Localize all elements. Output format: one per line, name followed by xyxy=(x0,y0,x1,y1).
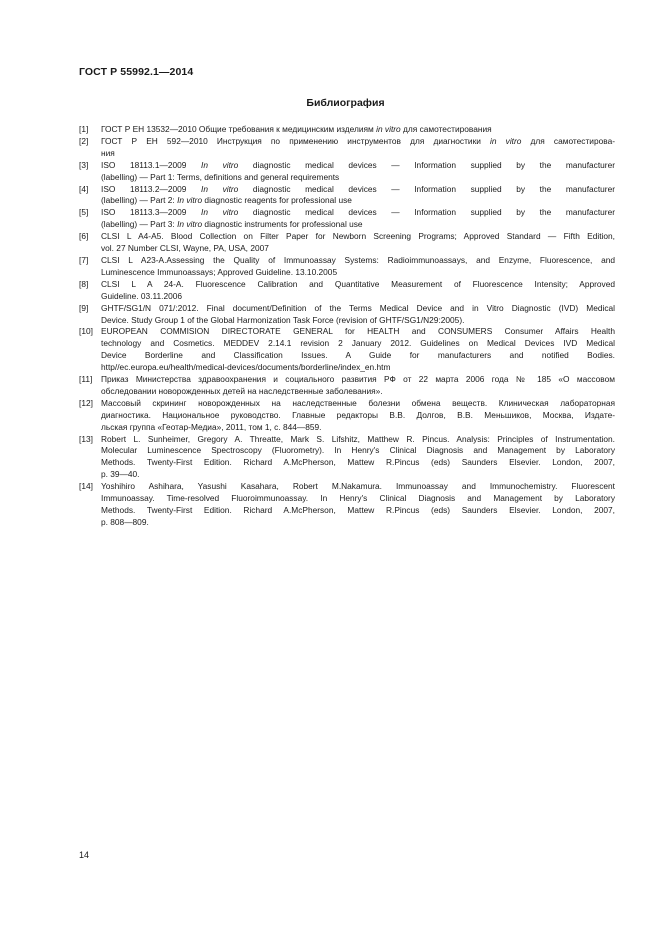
reference-text xyxy=(101,231,615,255)
reference-line xyxy=(101,267,615,279)
reference-text-run: diagnostic medical devices — Information supplied by the manufacturer xyxy=(238,159,615,170)
reference-text-run: Guideline. 03.11.2006 xyxy=(101,290,183,301)
reference-text xyxy=(101,136,615,160)
reference-text-run: Массовый скрининг новорожденных на наследственные болезни обмена веществ. Клиническая лабораторная xyxy=(101,397,615,408)
reference-text xyxy=(101,184,615,208)
reference-text-run: Device Borderline and Classification Issues. A Guide for manufacturers and notified Bodies. xyxy=(101,350,615,361)
reference-text-run: ГОСТ Р ЕН 13532—2010 Общие требования к медицинским изделиям xyxy=(101,124,377,134)
reference-number: [6] xyxy=(79,231,89,242)
italic-term: In vitro xyxy=(201,183,239,194)
reference-line xyxy=(101,326,615,338)
reference-line xyxy=(101,207,615,219)
reference-text-run: (labelling) — Part 2: xyxy=(101,195,178,206)
reference-line xyxy=(101,493,615,505)
reference-text-run: CLSI L A4-A5. Blood Collection on Filter Paper for Newborn Screening Programs; Approved Standard — Fifth Edition, xyxy=(101,231,615,242)
reference-text-run: Methods. Twenty-First Edition. Richard A.McPherson, Mattew R.Pincus (eds) Saunders Elsevier. London, 2007, xyxy=(101,505,615,515)
reference-line xyxy=(101,410,615,422)
reference-line xyxy=(101,481,615,493)
reference-line xyxy=(101,231,615,243)
reference-line xyxy=(101,517,615,529)
reference-text-run: для самотестирова- xyxy=(521,135,615,146)
reference-text-run: ния xyxy=(101,147,115,158)
reference-text-run: (labelling) — Part 1: Terms, definitions and general requirements xyxy=(101,171,340,182)
reference-text-run: ISO 18113.3—2009 xyxy=(101,207,202,218)
reference-text-run: diagnostic medical devices — Information supplied by the manufacturer xyxy=(238,183,615,194)
reference-number: [2] xyxy=(79,135,89,146)
italic-term: in vitro xyxy=(490,135,522,146)
reference-item xyxy=(79,184,615,208)
reference-line xyxy=(101,505,615,517)
reference-text xyxy=(101,279,615,303)
reference-line xyxy=(101,469,615,481)
reference-number: [14] xyxy=(79,481,93,492)
reference-list xyxy=(79,124,615,529)
italic-term: In vitro xyxy=(177,195,203,206)
reference-number: [4] xyxy=(79,183,89,194)
reference-number: [3] xyxy=(79,159,89,170)
reference-text xyxy=(101,326,615,374)
reference-text-run: Robert L. Sunheimer, Gregory A. Threatte, Mark S. Lifshitz, Matthew R. Pincus. Analysis: Principles of Instrumentation. xyxy=(101,433,615,444)
bibliography-title: Библиография xyxy=(306,97,385,109)
reference-line xyxy=(101,434,615,446)
reference-number: [11] xyxy=(79,374,93,385)
page-number: 14 xyxy=(79,850,90,860)
reference-text-run: GHTF/SG1/N 071/:2012. Final document/Definition of the Terms Medical Device and in Vitro Diagnostic (IVD) Medical xyxy=(101,302,615,313)
reference-text-run: ISO 18113.2—2009 xyxy=(101,183,202,194)
reference-item xyxy=(79,481,615,529)
reference-number: [8] xyxy=(79,278,89,289)
reference-line xyxy=(101,350,615,362)
reference-line xyxy=(101,172,615,184)
reference-text-run: Molecular Luminescence Spectroscopy (Fluorometry). In Henry's Clinical Diagnosis and Management by Laboratory xyxy=(101,445,615,456)
reference-item xyxy=(79,374,615,398)
reference-text-run: льская группа «Геотар-Медиа», 2011, том 1, с. 844—859. xyxy=(101,421,322,432)
reference-line xyxy=(101,398,615,410)
reference-number: [13] xyxy=(79,433,93,444)
reference-text-run: (labelling) — Part 3: xyxy=(101,219,178,230)
reference-text xyxy=(101,207,615,231)
reference-text-run: Приказ Министерства здравоохранения и социального развития РФ от 22 марта 2006 года № 185 «О массовом xyxy=(101,374,615,385)
reference-item xyxy=(79,124,615,136)
reference-line xyxy=(101,184,615,196)
reference-text xyxy=(101,303,615,327)
reference-text-run: EUROPEAN COMMISION DIRECTORATE GENERAL for HEALTH and CONSUMERS Consumer Affairs Health xyxy=(101,326,615,337)
reference-number: [5] xyxy=(79,207,89,218)
reference-line xyxy=(101,255,615,267)
reference-line xyxy=(101,362,615,374)
reference-text xyxy=(101,160,615,184)
italic-term: In vitro xyxy=(201,159,239,170)
italic-term: in vitro xyxy=(376,124,401,134)
italic-term: In vitro xyxy=(177,219,203,230)
reference-text-run: Methods. Twenty-First Edition. Richard A.McPherson, Mattew R.Pincus (eds) Saunders Elsevier. London, 2007, xyxy=(101,457,615,468)
reference-text-run: диагностика. Национальное руководство. Главные редакторы В.В. Долгов, В.В. Меньшиков, Москва, Издате- xyxy=(101,409,615,420)
reference-text-run: Device. Study Group 1 of the Global Harmonization Task Force (revision of GHTF/SG1/N29:2005). xyxy=(101,314,465,325)
reference-number: [9] xyxy=(79,302,89,313)
reference-line xyxy=(101,160,615,172)
reference-line xyxy=(101,457,615,469)
reference-text-run: Immunoassay. Time-resolved Fluoroimmunoassay. In Henry's Clinical Diagnosis and Management by Laboratory xyxy=(101,493,615,504)
reference-text-run: p. 808—809. xyxy=(101,516,149,527)
reference-number: [10] xyxy=(79,326,93,337)
reference-line xyxy=(101,422,615,434)
reference-line xyxy=(101,445,615,457)
reference-text xyxy=(101,398,615,434)
reference-item xyxy=(79,326,615,374)
reference-line xyxy=(101,374,615,386)
reference-text xyxy=(101,434,615,482)
italic-term: In vitro xyxy=(201,207,239,218)
reference-text-run: ISO 18113.1—2009 xyxy=(101,159,202,170)
reference-line xyxy=(101,338,615,350)
reference-text xyxy=(101,374,615,398)
reference-text-run: diagnostic instruments for professional use xyxy=(202,219,363,230)
reference-text-run: http//ec.europa.eu/health/medical-devices/documents/borderline/index_en.htm xyxy=(101,362,391,373)
reference-line xyxy=(101,279,615,291)
reference-line xyxy=(101,315,615,327)
reference-text-run: обследовании новорожденных детей на наследственные заболевания». xyxy=(101,385,383,396)
reference-item xyxy=(79,398,615,434)
reference-item xyxy=(79,279,615,303)
reference-text-run: CLSI L A23-A.Assessing the Quality of Immunoassay Systems: Radioimmunoassays, and Enzyme, Fluorescence, and xyxy=(101,254,615,265)
reference-item xyxy=(79,303,615,327)
reference-text-run: p. 39—40. xyxy=(101,469,140,480)
reference-item xyxy=(79,136,615,160)
reference-number: [7] xyxy=(79,254,89,265)
reference-item xyxy=(79,434,615,482)
reference-text-run: vol. 27 Number CLSI, Wayne, PA, USA, 2007 xyxy=(101,243,269,254)
reference-text-run: technology and Cosmetics. MEDDEV 2.14.1 revision 2 January 2012. Guidelines on Medical Devices IVD Medical xyxy=(101,338,615,349)
reference-number: [1] xyxy=(79,124,89,134)
reference-text xyxy=(101,255,615,279)
reference-line xyxy=(101,386,615,398)
reference-text-run: для самотестирования xyxy=(400,124,492,134)
reference-text-run: CLSI L A 24-A. Fluorescence Calibration and Quantitative Measurement of Fluorescence Intensity; Approved xyxy=(101,278,615,289)
reference-line xyxy=(101,219,615,231)
reference-text-run: Luminescence Immunoassays; Approved Guideline. 13.10.2005 xyxy=(101,266,338,277)
reference-line xyxy=(101,303,615,315)
reference-text-run: Yoshihiro Ashihara, Yasushi Kasahara, Robert M.Nakamura. Immunoassay and Immunochemistry. Fluorescent xyxy=(101,481,615,492)
document-header: ГОСТ Р 55992.1—2014 xyxy=(79,66,194,78)
reference-line xyxy=(101,148,615,160)
reference-text-run: diagnostic reagents for professional use xyxy=(202,195,352,206)
reference-item xyxy=(79,255,615,279)
reference-line xyxy=(101,195,615,207)
reference-item xyxy=(79,160,615,184)
reference-line xyxy=(101,136,615,148)
reference-line xyxy=(101,243,615,255)
reference-number: [12] xyxy=(79,397,93,408)
reference-text-run: ГОСТ Р ЕН 592—2010 Инструкция по применению инструментов для диагностики xyxy=(101,135,491,146)
reference-text xyxy=(101,481,615,529)
reference-item xyxy=(79,231,615,255)
reference-line xyxy=(101,291,615,303)
reference-item xyxy=(79,207,615,231)
reference-line xyxy=(101,124,615,136)
reference-text xyxy=(101,124,615,136)
reference-text-run: diagnostic medical devices — Information supplied by the manufacturer xyxy=(238,207,615,218)
